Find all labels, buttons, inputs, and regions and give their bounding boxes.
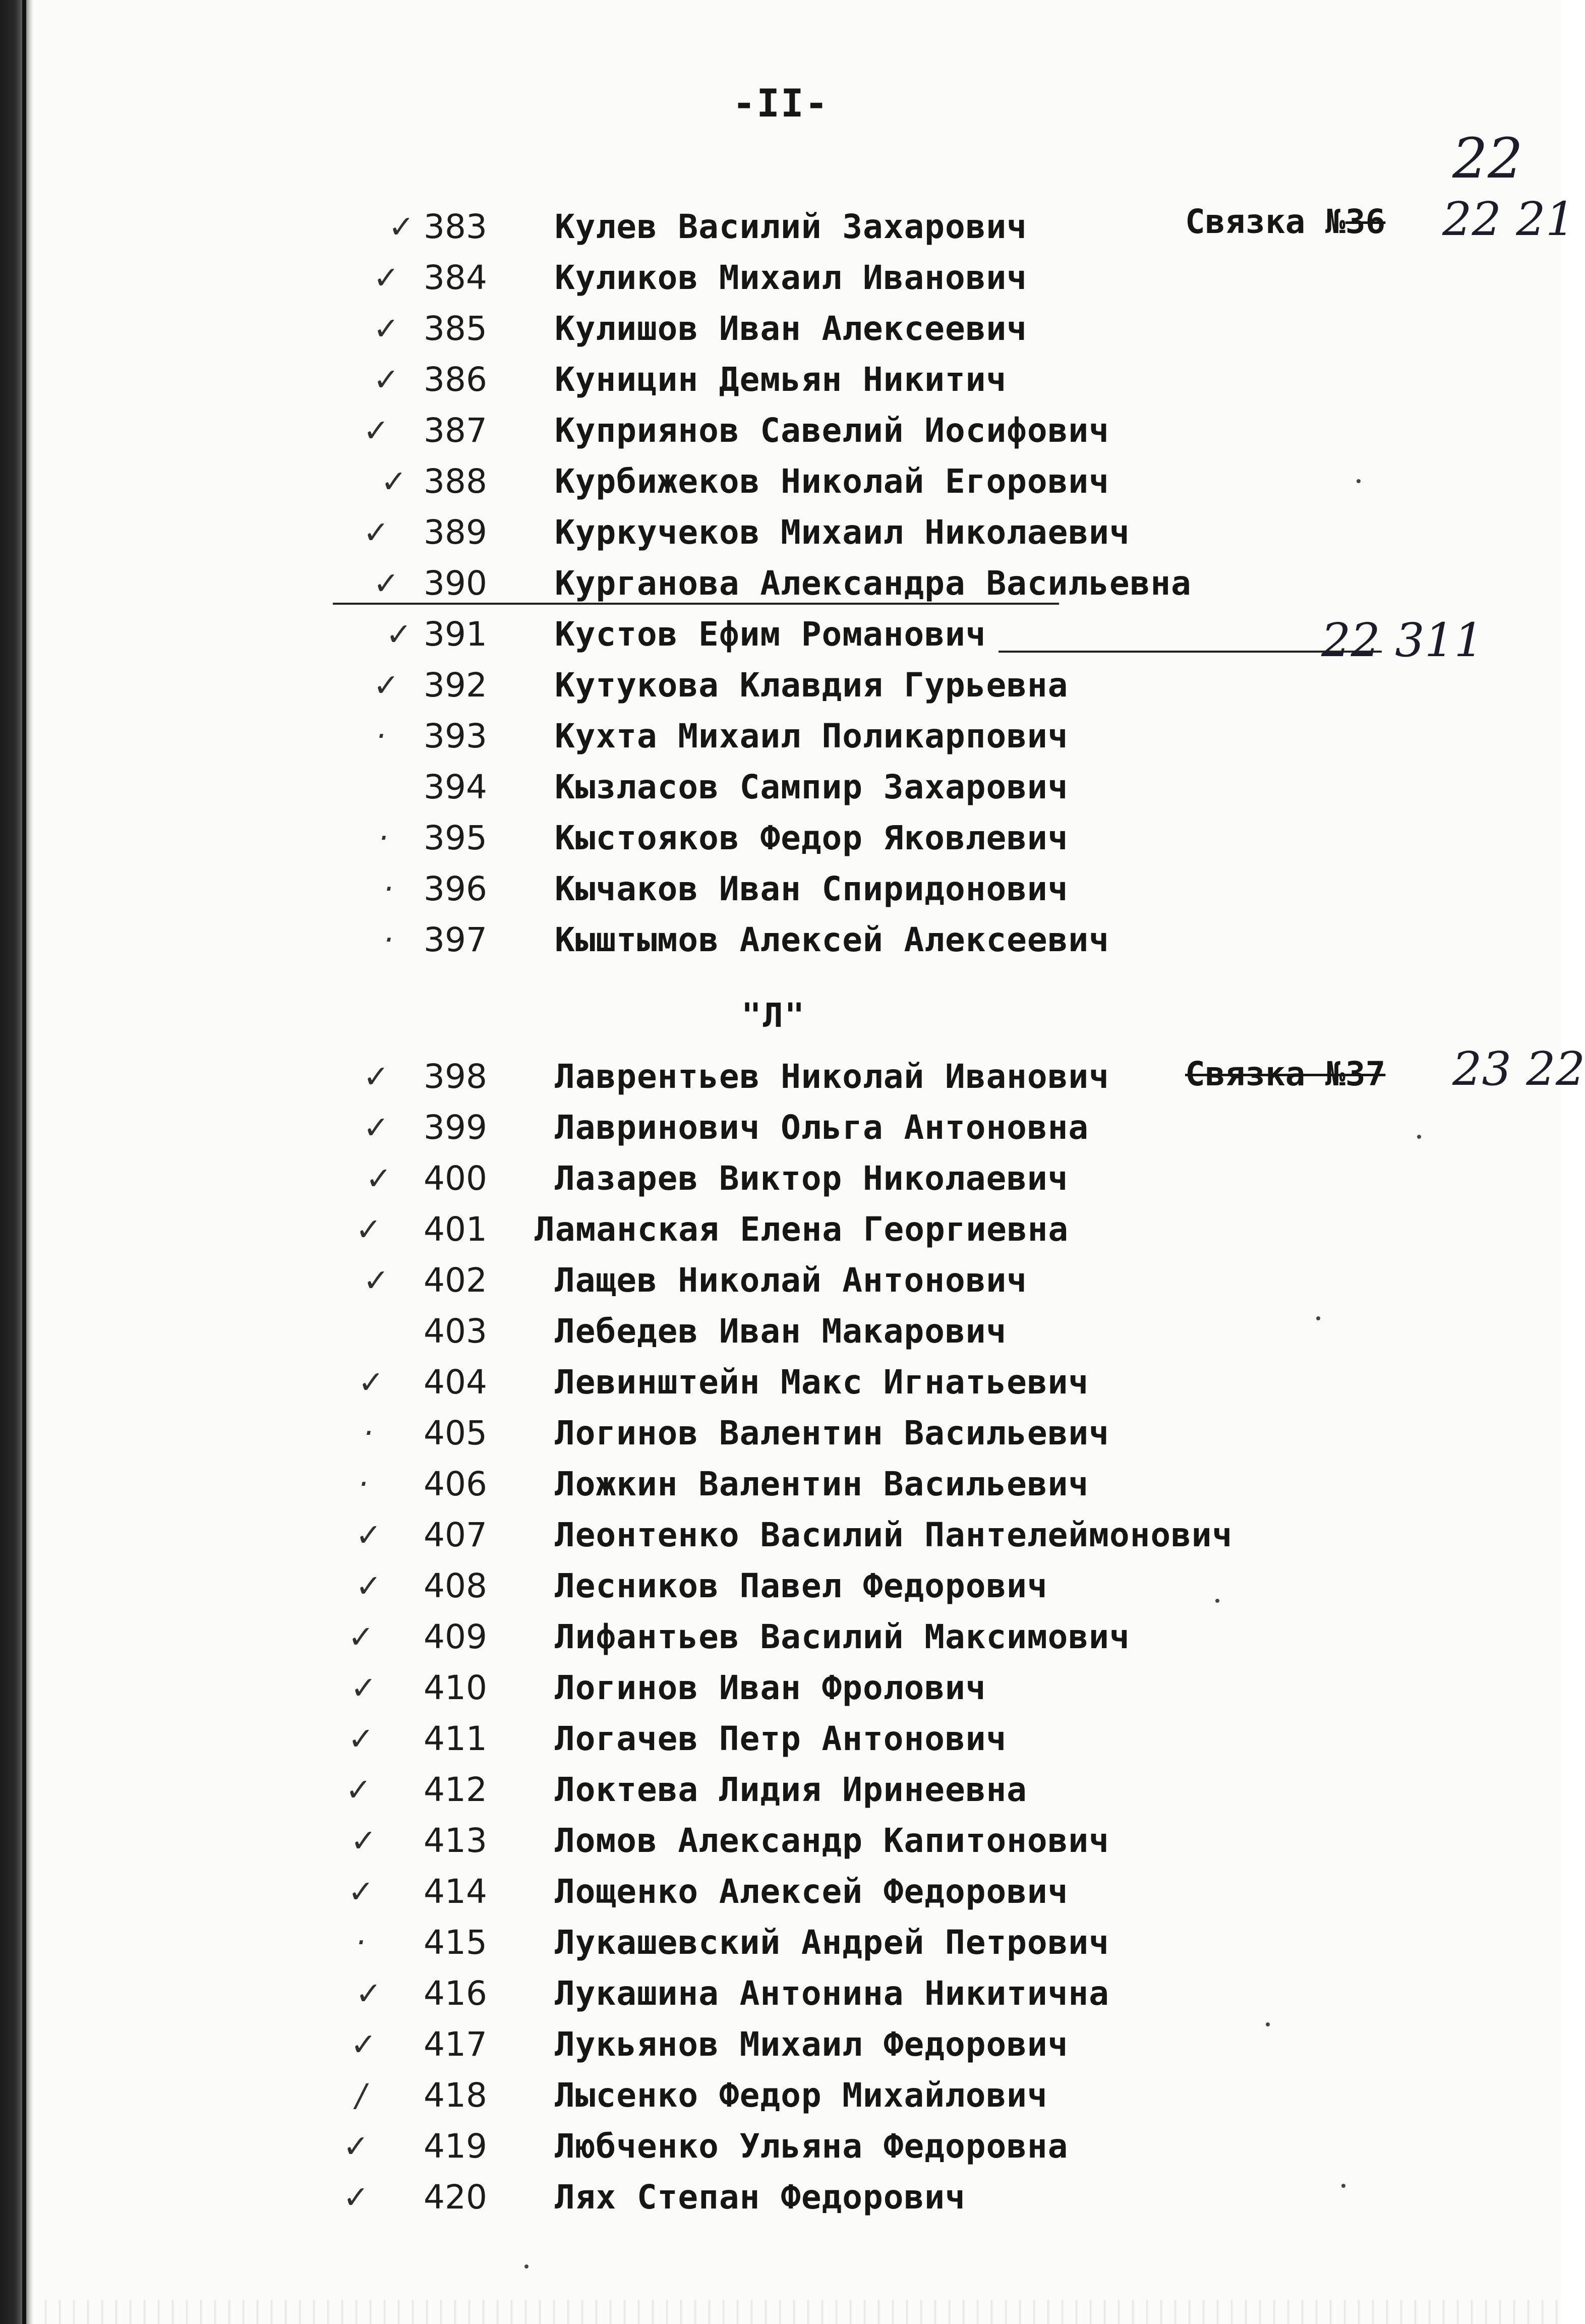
entry-name: Куприянов Савелий Иосифович (555, 411, 1109, 450)
check-mark: · (383, 870, 393, 907)
entry-name: Курбижеков Николай Егорович (555, 462, 1109, 501)
ink-speck (1357, 479, 1361, 483)
list-entry (0, 1968, 1561, 2019)
list-entry (0, 1357, 1561, 1408)
list-entry (0, 558, 1561, 609)
page-number: -II- (732, 81, 829, 126)
entry-number: 420 (424, 2178, 487, 2217)
ink-speck (524, 2264, 529, 2269)
check-mark: ✓ (363, 1109, 389, 1146)
entry-name: Кызласов Сампир Захарович (555, 768, 1069, 806)
entry-number: 414 (424, 1872, 487, 1911)
entry-number: 403 (424, 1312, 487, 1351)
handwritten-page-number: 22 (1452, 126, 1523, 191)
entry-name: Курганова Александра Васильевна (555, 564, 1192, 603)
check-mark: ✓ (345, 1771, 372, 1808)
list-entry (0, 1153, 1561, 1204)
bundle-37-handwritten: 23 22 (1452, 1042, 1585, 1096)
list-entry (0, 2172, 1561, 2223)
entry-name: Лесников Павел Федорович (555, 1566, 1048, 1605)
entry-name: Кулев Василий Захарович (555, 207, 1027, 246)
check-mark: ✓ (350, 1669, 377, 1706)
entry-number: 417 (424, 2025, 487, 2064)
entry-number: 400 (424, 1159, 487, 1198)
check-mark: ✓ (363, 1058, 389, 1095)
entry-number: 410 (424, 1668, 487, 1707)
check-mark: ✓ (373, 259, 399, 296)
entry-name: Кутукова Клавдия Гурьевна (555, 666, 1069, 705)
check-mark: ✓ (350, 2026, 377, 2063)
entry-number: 392 (424, 666, 487, 705)
check-mark: ✓ (343, 2128, 369, 2165)
list-entry (0, 1816, 1561, 1866)
list-entry (0, 762, 1561, 812)
list-entry (0, 1765, 1561, 1815)
list-entry (0, 1714, 1561, 1764)
check-mark: ✓ (348, 1618, 374, 1655)
check-mark: ✓ (373, 667, 399, 704)
entry-name: Логинов Валентин Васильевич (555, 1414, 1109, 1452)
entry-number: 397 (424, 920, 487, 959)
entry-name: Логинов Иван Фролович (555, 1668, 986, 1707)
list-entry (0, 2070, 1561, 2121)
entry-name: Ламанская Елена Георгиевна (535, 1210, 1069, 1249)
bundle-37-label: Связка № (1185, 1055, 1345, 1093)
entry-number: 389 (424, 513, 487, 552)
check-mark: ✓ (356, 1567, 382, 1604)
entry-number: 404 (424, 1363, 487, 1402)
list-entry (0, 355, 1561, 405)
entry-name: Локтева Лидия Иринеевна (555, 1770, 1027, 1809)
entry-name: Кычаков Иван Спиридонович (555, 869, 1069, 908)
entry-name: Кустов Ефим Романович (555, 615, 986, 654)
bundle-label-37 (1185, 1049, 1385, 1099)
list-entry (0, 253, 1561, 303)
bundle-36-handwritten: 22 21 (1442, 192, 1575, 246)
list-entry (0, 2121, 1561, 2172)
entry-number: 409 (424, 1617, 487, 1656)
entry-name: Лавринович Ольга Антоновна (555, 1108, 1089, 1147)
entry-name: Лощенко Алексей Федорович (555, 1872, 1069, 1911)
check-mark: ✓ (388, 208, 415, 245)
bundle-label-36 (1185, 197, 1385, 247)
entry-name: Куликов Михаил Иванович (555, 258, 1027, 297)
check-mark: ✓ (381, 463, 407, 500)
check-mark: · (356, 1924, 366, 1961)
check-mark: ✓ (386, 616, 412, 653)
entry-number: 388 (424, 462, 487, 501)
entry-number: 383 (424, 207, 487, 246)
check-mark: · (358, 1466, 368, 1502)
check-mark: ✓ (356, 1211, 382, 1248)
entry-name: Логачев Петр Антонович (555, 1719, 1007, 1758)
margin-note-391: 22 311 (1321, 613, 1484, 667)
entry-name: Лаврентьев Николай Иванович (555, 1057, 1109, 1096)
list-entry (0, 1459, 1561, 1509)
entry-number: 413 (424, 1821, 487, 1860)
check-mark: / (356, 2077, 366, 2114)
list-entry (0, 1306, 1561, 1357)
check-mark: ✓ (363, 1262, 389, 1299)
entry-number: 394 (424, 768, 487, 806)
list-entry (0, 1561, 1561, 1611)
list-entry (0, 1510, 1561, 1560)
entry-number: 390 (424, 564, 487, 603)
entry-number: 398 (424, 1057, 487, 1096)
entry-name: Лысенко Федор Михайлович (555, 2076, 1048, 2115)
check-mark: · (383, 921, 393, 958)
entry-number: 407 (424, 1516, 487, 1554)
list-entry (0, 1204, 1561, 1255)
entry-number: 406 (424, 1465, 487, 1503)
list-entry (0, 813, 1561, 863)
entry-name: Куркучеков Михаил Николаевич (555, 513, 1130, 552)
bundle-36-label: Связка № (1185, 202, 1345, 241)
entry-name: Лифантьев Василий Максимович (555, 1617, 1130, 1656)
list-entry (0, 1867, 1561, 1917)
check-mark: ✓ (363, 412, 389, 449)
check-mark: ✓ (350, 1822, 377, 1859)
entry-name: Лукашина Антонина Никитична (555, 1974, 1109, 2013)
section-letter: "Л" (741, 996, 806, 1035)
entry-name: Ломов Александр Капитонович (555, 1821, 1109, 1860)
entry-number: 402 (424, 1261, 487, 1300)
separator-line-after-390 (333, 603, 1059, 605)
entry-name: Леонтенко Василий Пантелеймонович (555, 1516, 1233, 1554)
scan-noise (33, 2300, 1561, 2324)
entry-name: Лазарев Виктор Николаевич (555, 1159, 1069, 1198)
ink-speck (1417, 1135, 1421, 1139)
entry-name: Кыштымов Алексей Алексеевич (555, 920, 1109, 959)
entry-number: 396 (424, 869, 487, 908)
list-entry (0, 405, 1561, 456)
check-mark: · (376, 718, 386, 754)
list-entry (0, 1102, 1561, 1153)
check-mark: ✓ (373, 310, 399, 347)
bundle-36-number: 36 (1345, 202, 1386, 241)
check-mark: · (378, 820, 388, 856)
check-mark: ✓ (356, 1517, 382, 1553)
entry-name: Лащев Николай Антонович (555, 1261, 1027, 1300)
entry-name: Кулишов Иван Алексеевич (555, 309, 1027, 348)
list-entry (0, 1663, 1561, 1713)
list-entry (0, 507, 1561, 558)
entry-number: 415 (424, 1923, 487, 1962)
entry-number: 386 (424, 360, 487, 399)
entry-name: Лукашевский Андрей Петрович (555, 1923, 1109, 1962)
entry-number: 385 (424, 309, 487, 348)
entry-number: 418 (424, 2076, 487, 2115)
entry-name: Кухта Михаил Поликарпович (555, 717, 1069, 756)
ink-speck (1316, 1316, 1320, 1320)
check-mark: ✓ (363, 514, 389, 551)
entry-number: 393 (424, 717, 487, 756)
check-mark: ✓ (348, 1873, 374, 1910)
list-entry (0, 1918, 1561, 1968)
check-mark: ✓ (356, 1975, 382, 2012)
list-entry (0, 660, 1561, 711)
ink-speck (1215, 1599, 1219, 1603)
bundle-37-number: 37 (1345, 1055, 1386, 1093)
entry-number: 384 (424, 258, 487, 297)
check-mark: ✓ (366, 1160, 392, 1197)
entry-name: Ложкин Валентин Васильевич (555, 1465, 1089, 1503)
entry-number: 411 (424, 1719, 487, 1758)
entry-number: 408 (424, 1566, 487, 1605)
list-entry (0, 915, 1561, 965)
ink-speck (1266, 2022, 1270, 2026)
entry-number: 391 (424, 615, 487, 654)
entry-name: Кыстояков Федор Яковлевич (555, 819, 1069, 857)
entry-name: Любченко Ульяна Федоровна (555, 2127, 1069, 2166)
entry-name: Левинштейн Макс Игнатьевич (555, 1363, 1089, 1402)
ink-speck (1341, 2184, 1345, 2188)
list-entry (0, 1255, 1561, 1306)
entry-name: Куницин Демьян Никитич (555, 360, 1007, 399)
entry-number: 399 (424, 1108, 487, 1147)
check-mark: ✓ (373, 565, 399, 602)
entry-number: 387 (424, 411, 487, 450)
list-entry (0, 304, 1561, 354)
check-mark: ✓ (343, 2179, 369, 2216)
list-entry (0, 1408, 1561, 1459)
entry-name: Лукьянов Михаил Федорович (555, 2025, 1069, 2064)
entry-name: Лях Степан Федорович (555, 2178, 966, 2217)
list-entry (0, 864, 1561, 914)
list-entry (0, 2019, 1561, 2070)
entry-number: 401 (424, 1210, 487, 1249)
entry-number: 405 (424, 1414, 487, 1452)
check-mark: ✓ (358, 1364, 384, 1401)
list-entry (0, 1612, 1561, 1662)
check-mark: ✓ (348, 1720, 374, 1757)
check-mark: ✓ (373, 361, 399, 398)
check-mark: · (363, 1415, 373, 1451)
entry-number: 419 (424, 2127, 487, 2166)
entry-number: 395 (424, 819, 487, 857)
entry-name: Лебедев Иван Макарович (555, 1312, 1007, 1351)
entry-number: 412 (424, 1770, 487, 1809)
list-entry (0, 711, 1561, 762)
entry-number: 416 (424, 1974, 487, 2013)
list-entry (0, 456, 1561, 507)
